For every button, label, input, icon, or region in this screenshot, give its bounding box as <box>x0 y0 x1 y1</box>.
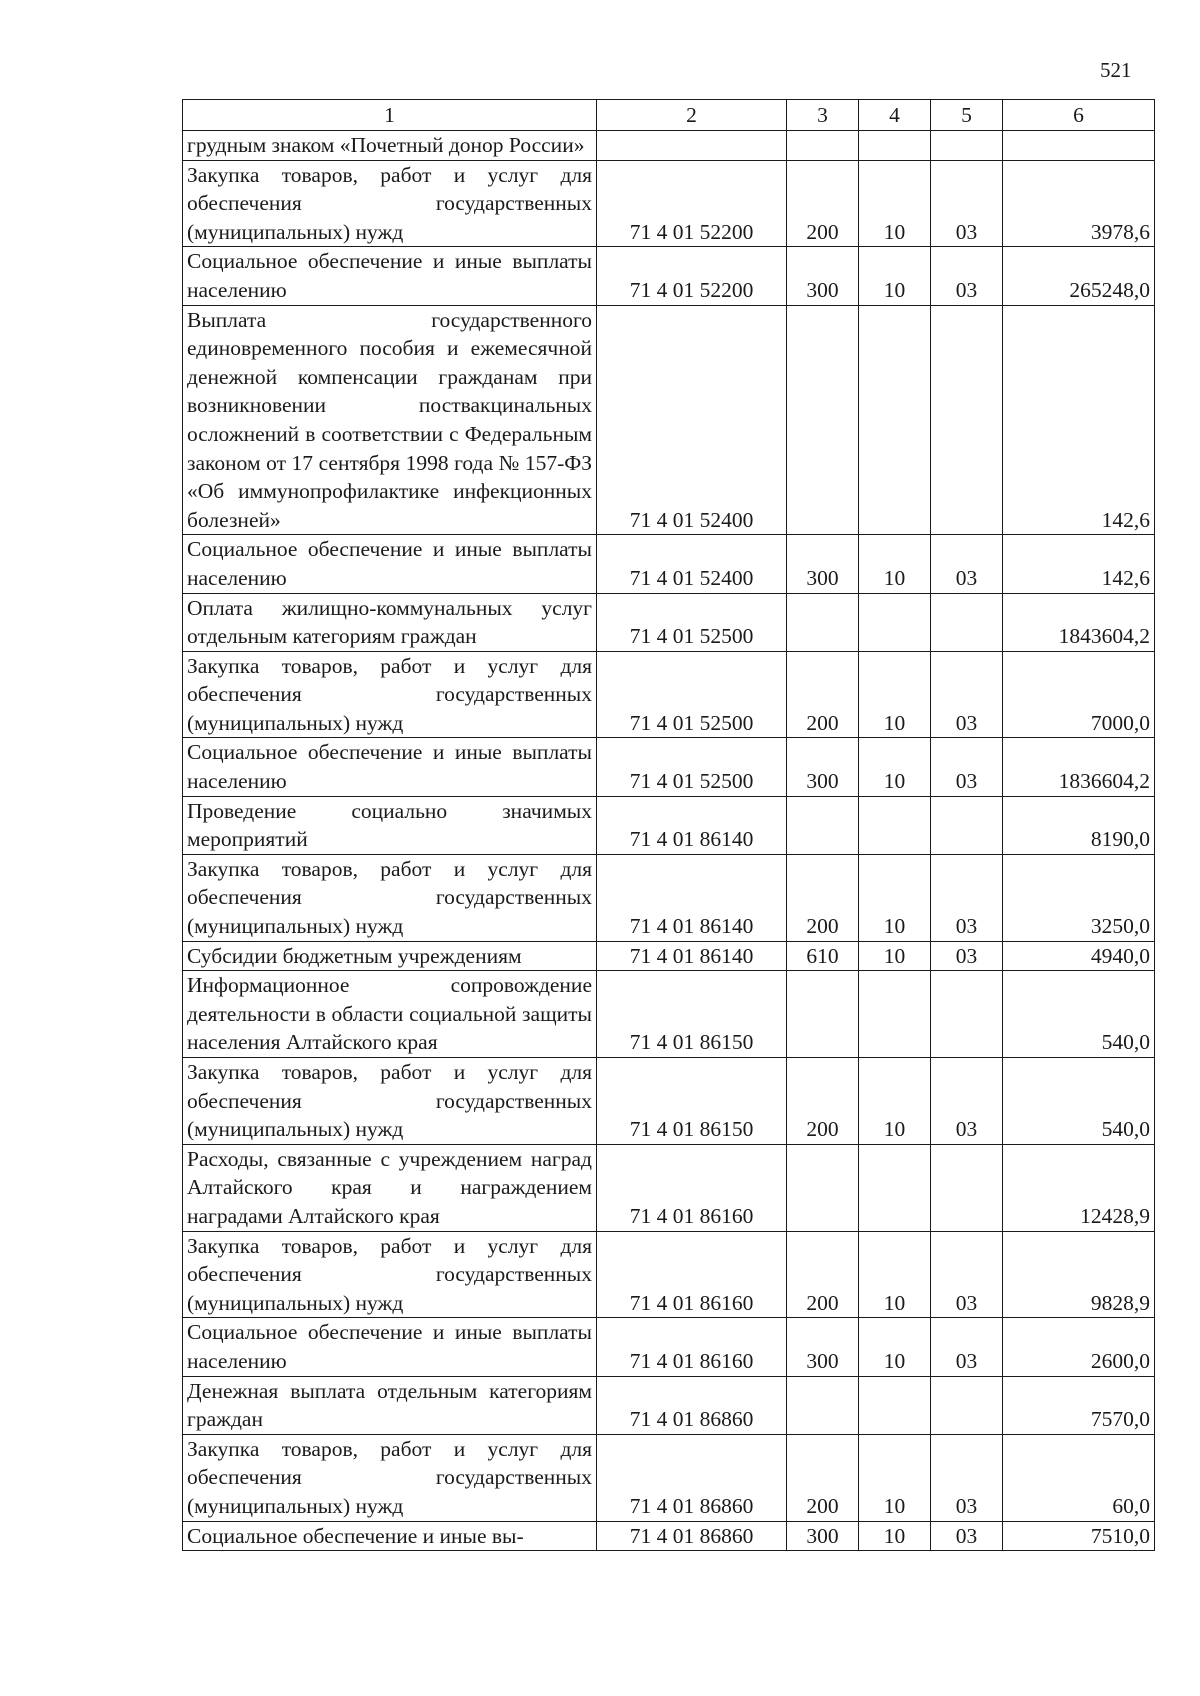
expense-type-cell: 610 <box>787 941 859 971</box>
table-row <box>183 738 1155 796</box>
expense-type-cell: 300 <box>787 535 859 593</box>
subsection-cell <box>931 1144 1003 1231</box>
amount-cell: 1836604,2 <box>1003 738 1155 796</box>
section-cell: 10 <box>859 160 931 247</box>
table-row <box>183 854 1155 941</box>
subsection-cell <box>931 796 1003 854</box>
table-row <box>183 796 1155 854</box>
item-name-cell: Социальное обеспечение и иные выплаты населению <box>183 1318 597 1376</box>
section-cell: 10 <box>859 738 931 796</box>
item-name-cell: Закупка товаров, работ и услуг для обеспечения государственных (муниципальных) нужд <box>183 1434 597 1521</box>
subsection-cell: 03 <box>931 1434 1003 1521</box>
column-header: 1 <box>183 100 597 131</box>
column-header: 6 <box>1003 100 1155 131</box>
subsection-cell: 03 <box>931 651 1003 738</box>
section-cell: 10 <box>859 854 931 941</box>
item-name-cell: Социальное обеспечение и иные выплаты населению <box>183 247 597 305</box>
subsection-cell: 03 <box>931 160 1003 247</box>
table-row <box>183 535 1155 593</box>
target-code-cell: 71 4 01 86860 <box>597 1376 787 1434</box>
subsection-cell: 03 <box>931 1058 1003 1145</box>
target-code-cell: 71 4 01 52200 <box>597 247 787 305</box>
section-cell <box>859 1376 931 1434</box>
section-cell <box>859 971 931 1058</box>
target-code-cell: 71 4 01 86140 <box>597 854 787 941</box>
table-row <box>183 247 1155 305</box>
target-code-cell: 71 4 01 86140 <box>597 941 787 971</box>
section-cell <box>859 593 931 651</box>
section-cell <box>859 305 931 535</box>
table-row <box>183 651 1155 738</box>
expense-type-cell <box>787 305 859 535</box>
target-code-cell: 71 4 01 86160 <box>597 1231 787 1318</box>
column-header: 5 <box>931 100 1003 131</box>
table-row <box>183 1144 1155 1231</box>
target-code-cell: 71 4 01 52500 <box>597 593 787 651</box>
target-code-cell: 71 4 01 86860 <box>597 1434 787 1521</box>
budget-table <box>182 99 1155 1551</box>
amount-cell: 4940,0 <box>1003 941 1155 971</box>
amount-cell: 540,0 <box>1003 971 1155 1058</box>
item-name-cell: Проведение социально значимых мероприятий <box>183 796 597 854</box>
item-name-cell: Выплата государственного единовременного пособия и ежемесячной денежной компенсации гражданам при возникновении поствакцинальных осложнений в соответствии с Федеральным законом от 17 сентября 1998 года № 157-ФЗ «Об иммунопрофилактике инфекционных болезней» <box>183 305 597 535</box>
table-row <box>183 305 1155 535</box>
section-cell: 10 <box>859 941 931 971</box>
expense-type-cell: 200 <box>787 1058 859 1145</box>
item-name-cell: Информационное сопровождение деятельности в области социальной защиты населения Алтайского края <box>183 971 597 1058</box>
subsection-cell: 03 <box>931 1231 1003 1318</box>
item-name-cell: Закупка товаров, работ и услуг для обеспечения государственных (муниципальных) нужд <box>183 854 597 941</box>
subsection-cell: 03 <box>931 941 1003 971</box>
table-row <box>183 160 1155 247</box>
item-name-cell: Закупка товаров, работ и услуг для обеспечения государственных (муниципальных) нужд <box>183 1231 597 1318</box>
amount-cell: 265248,0 <box>1003 247 1155 305</box>
target-code-cell: 71 4 01 52500 <box>597 738 787 796</box>
target-code-cell <box>597 131 787 161</box>
item-name-cell: Денежная выплата отдельным категориям граждан <box>183 1376 597 1434</box>
target-code-cell: 71 4 01 52200 <box>597 160 787 247</box>
section-cell: 10 <box>859 1521 931 1551</box>
subsection-cell <box>931 131 1003 161</box>
item-name-cell: Социальное обеспечение и иные выплаты населению <box>183 738 597 796</box>
table-row <box>183 971 1155 1058</box>
amount-cell: 60,0 <box>1003 1434 1155 1521</box>
section-cell: 10 <box>859 1058 931 1145</box>
section-cell <box>859 796 931 854</box>
amount-cell: 540,0 <box>1003 1058 1155 1145</box>
section-cell: 10 <box>859 1318 931 1376</box>
section-cell: 10 <box>859 651 931 738</box>
expense-type-cell: 200 <box>787 651 859 738</box>
expense-type-cell: 200 <box>787 854 859 941</box>
amount-cell: 3978,6 <box>1003 160 1155 247</box>
amount-cell: 7570,0 <box>1003 1376 1155 1434</box>
subsection-cell: 03 <box>931 738 1003 796</box>
item-name-cell: Закупка товаров, работ и услуг для обеспечения государственных (муниципальных) нужд <box>183 1058 597 1145</box>
table-row <box>183 1318 1155 1376</box>
column-header: 4 <box>859 100 931 131</box>
item-name-cell: Закупка товаров, работ и услуг для обеспечения государственных (муниципальных) нужд <box>183 160 597 247</box>
item-name-cell: Расходы, связанные с учреждением наград Алтайского края и награждением наградами Алтайского края <box>183 1144 597 1231</box>
subsection-cell: 03 <box>931 854 1003 941</box>
item-name-cell: Закупка товаров, работ и услуг для обеспечения государственных (муниципальных) нужд <box>183 651 597 738</box>
subsection-cell <box>931 971 1003 1058</box>
section-cell: 10 <box>859 1434 931 1521</box>
expense-type-cell: 300 <box>787 738 859 796</box>
expense-type-cell <box>787 131 859 161</box>
expense-type-cell <box>787 593 859 651</box>
expense-type-cell: 300 <box>787 247 859 305</box>
table-row <box>183 1376 1155 1434</box>
target-code-cell: 71 4 01 52500 <box>597 651 787 738</box>
page-number: 521 <box>1100 58 1132 82</box>
amount-cell: 12428,9 <box>1003 1144 1155 1231</box>
amount-cell: 8190,0 <box>1003 796 1155 854</box>
amount-cell: 7000,0 <box>1003 651 1155 738</box>
subsection-cell <box>931 1376 1003 1434</box>
table-row <box>183 941 1155 971</box>
amount-cell: 7510,0 <box>1003 1521 1155 1551</box>
table-row <box>183 1434 1155 1521</box>
amount-cell: 142,6 <box>1003 305 1155 535</box>
subsection-cell: 03 <box>931 247 1003 305</box>
expense-type-cell: 200 <box>787 160 859 247</box>
item-name-cell: Оплата жилищно-коммунальных услуг отдельным категориям граждан <box>183 593 597 651</box>
table-row <box>183 131 1155 161</box>
subsection-cell <box>931 593 1003 651</box>
item-name-cell: Социальное обеспечение и иные вы- <box>183 1521 597 1551</box>
item-name-cell: Субсидии бюджетным учреждениям <box>183 941 597 971</box>
section-cell: 10 <box>859 1231 931 1318</box>
column-header: 2 <box>597 100 787 131</box>
target-code-cell: 71 4 01 86860 <box>597 1521 787 1551</box>
target-code-cell: 71 4 01 86160 <box>597 1318 787 1376</box>
amount-cell: 1843604,2 <box>1003 593 1155 651</box>
item-name-cell: Социальное обеспечение и иные выплаты населению <box>183 535 597 593</box>
target-code-cell: 71 4 01 86150 <box>597 1058 787 1145</box>
subsection-cell: 03 <box>931 1521 1003 1551</box>
expense-type-cell <box>787 1144 859 1231</box>
table-row <box>183 593 1155 651</box>
expense-type-cell: 300 <box>787 1521 859 1551</box>
subsection-cell: 03 <box>931 535 1003 593</box>
table-row <box>183 1521 1155 1551</box>
item-name-cell: грудным знаком «Почетный донор России» <box>183 131 597 161</box>
table-row <box>183 1058 1155 1145</box>
expense-type-cell: 200 <box>787 1231 859 1318</box>
amount-cell: 3250,0 <box>1003 854 1155 941</box>
expense-type-cell <box>787 971 859 1058</box>
target-code-cell: 71 4 01 86150 <box>597 971 787 1058</box>
amount-cell: 9828,9 <box>1003 1231 1155 1318</box>
table-row <box>183 1231 1155 1318</box>
amount-cell: 142,6 <box>1003 535 1155 593</box>
amount-cell: 2600,0 <box>1003 1318 1155 1376</box>
table-body <box>183 131 1155 1551</box>
target-code-cell: 71 4 01 52400 <box>597 535 787 593</box>
expense-type-cell: 200 <box>787 1434 859 1521</box>
column-header: 3 <box>787 100 859 131</box>
amount-cell <box>1003 131 1155 161</box>
section-cell <box>859 1144 931 1231</box>
expense-type-cell: 300 <box>787 1318 859 1376</box>
section-cell: 10 <box>859 247 931 305</box>
expense-type-cell <box>787 1376 859 1434</box>
target-code-cell: 71 4 01 86160 <box>597 1144 787 1231</box>
section-cell: 10 <box>859 535 931 593</box>
target-code-cell: 71 4 01 52400 <box>597 305 787 535</box>
target-code-cell: 71 4 01 86140 <box>597 796 787 854</box>
section-cell <box>859 131 931 161</box>
subsection-cell: 03 <box>931 1318 1003 1376</box>
header-row <box>183 100 1155 131</box>
expense-type-cell <box>787 796 859 854</box>
subsection-cell <box>931 305 1003 535</box>
